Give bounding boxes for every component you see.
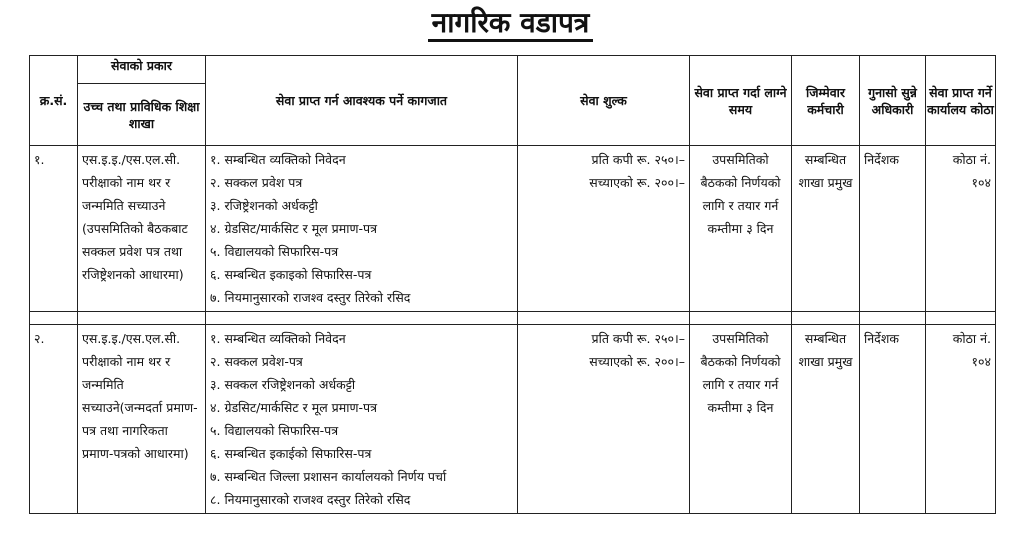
document-item: २. सक्कल प्रवेश-पत्र <box>210 354 303 369</box>
document-item: ८. नियमानुसारको राजश्व दस्तुर तिरेको रसिद <box>210 492 411 507</box>
row-grievance: निर्देशक <box>860 146 926 312</box>
row-fee <box>518 325 690 514</box>
row-staff: सम्बन्धित शाखा प्रमुख <box>792 325 860 514</box>
document-item: ७. नियमानुसारको राजश्व दस्तुर तिरेको रसिद <box>210 290 411 305</box>
document-item: १. सम्बन्धित व्यक्तिको निवेदन <box>210 331 346 346</box>
fee-line: प्रति कपी रू. २५०।– <box>591 331 685 346</box>
document-item: ४. ग्रेडसिट/मार्कसिट र मूल प्रमाण-पत्र <box>210 400 378 415</box>
fee-line: प्रति कपी रू. २५०।– <box>591 152 685 167</box>
header-branch: उच्च तथा प्राविधिक शिक्षा शाखा <box>78 84 206 146</box>
row-documents <box>206 146 518 312</box>
document-item: ३. सक्कल रजिष्ट्रेशनको अर्धकट्टी <box>210 377 356 392</box>
citizen-charter-table <box>29 55 996 514</box>
row-time: उपसमितिको बैठकको निर्णयको लागि र तयार गर्न कम्तीमा ३ दिन <box>690 325 792 514</box>
row-spacer <box>30 312 996 325</box>
row-sn: १. <box>30 146 78 312</box>
document-item: ५. विद्यालयको सिफारिस-पत्र <box>210 423 339 438</box>
header-fee: सेवा शुल्क <box>518 56 690 146</box>
document-item: १. सम्बन्धित व्यक्तिको निवेदन <box>210 152 346 167</box>
row-time: उपसमितिको बैठकको निर्णयको लागि र तयार गर्न कम्तीमा ३ दिन <box>690 146 792 312</box>
fee-line: सच्याएको रू. २००।– <box>589 175 685 190</box>
row-sn: २. <box>30 325 78 514</box>
row-service: एस.इ.इ./एस.एल.सी. परीक्षाको नाम थर र जन्ममिति सच्याउने(जन्मदर्ता प्रमाण-पत्र तथा नागरिकता प्रमाण-पत्रको आधारमा) <box>78 325 206 514</box>
row-staff: सम्बन्धित शाखा प्रमुख <box>792 146 860 312</box>
header-service-type: सेवाको प्रकार <box>78 56 206 84</box>
document-item: ४. ग्रेडसिट/मार्कसिट र मूल प्रमाण-पत्र <box>210 221 378 236</box>
header-sn: क्र.सं. <box>30 56 78 146</box>
header-grievance: गुनासो सुन्ने अधिकारी <box>860 56 926 146</box>
document-item: २. सक्कल प्रवेश पत्र <box>210 175 303 190</box>
table-row <box>30 325 996 514</box>
document-item: ६. सम्बन्धित इकाइको सिफारिस-पत्र <box>210 267 372 282</box>
row-service: एस.इ.इ./एस.एल.सी. परीक्षाको नाम थर र जन्ममिति सच्याउने (उपसमितिको बैठकबाट सक्कल प्रवेश पत्र तथा रजिष्ट्रेशनको आधारमा) <box>78 146 206 312</box>
row-documents <box>206 325 518 514</box>
row-office: कोठा नं. १०४ <box>926 325 996 514</box>
document-item: ३. रजिष्ट्रेशनको अर्धकट्टी <box>210 198 318 213</box>
header-office: सेवा प्राप्त गर्ने कार्यालय कोठा <box>926 56 996 146</box>
row-grievance: निर्देशक <box>860 325 926 514</box>
document-item: ५. विद्यालयको सिफारिस-पत्र <box>210 244 339 259</box>
document-item: ७. सम्बन्धित जिल्ला प्रशासन कार्यालयको निर्णय पर्चा <box>210 469 447 484</box>
document-item: ६. सम्बन्धित इकाईको सिफारिस-पत्र <box>210 446 372 461</box>
row-office: कोठा नं. १०४ <box>926 146 996 312</box>
header-staff: जिम्मेवार कर्मचारी <box>792 56 860 146</box>
header-documents: सेवा प्राप्त गर्न आवश्यक पर्ने कागजात <box>206 56 518 146</box>
header-row-1 <box>30 56 996 84</box>
row-fee <box>518 146 690 312</box>
header-time: सेवा प्राप्त गर्दा लाग्ने समय <box>690 56 792 146</box>
page-title: नागरिक वडापत्र <box>0 6 1021 40</box>
fee-line: सच्याएको रू. २००।– <box>589 354 685 369</box>
table-row <box>30 146 996 312</box>
